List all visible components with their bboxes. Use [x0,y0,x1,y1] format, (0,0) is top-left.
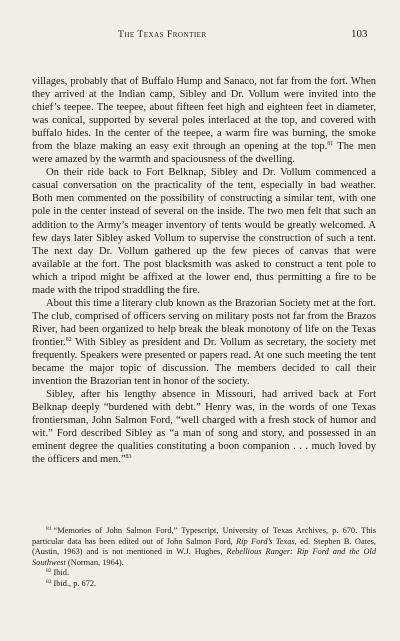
footnote-81-text-a: “Memories of John Salmon Ford,” Typescript, University of Texas Archives, p. 670. This particular data has been edited out of John Salmon Ford, [32,526,376,546]
footnote-ref-81: 81 [327,141,334,148]
footnote-81-text-b: , ed. Stephen B. Oates, (Austin, 1963) and is not mentioned in W.J. Hughes, [32,536,377,557]
footnote-82-text: Ibid. [53,568,70,578]
footnote-81-marker: 81 [46,526,52,532]
footnote-83 [32,579,376,590]
footnote-82 [32,568,376,579]
footnote-81-title-a: Rip Ford’s Texas [236,536,295,546]
paragraph-4 [32,388,376,466]
paragraph-1 [32,75,376,166]
paragraph-1-text-a: villages, probably that of Buffalo Hump and Sanaco, not far from the fort. When they arrived at the Indian camp, Sibley and Dr. Vollum were invited into the chief’s teepee. The teepee, about fifteen feet high and eighteen feet in diameter, was conical, supported by several poles interlaced at the top, and covered with buffalo hides. In the center of the teepee, a warm fire was burning, the smoke from the blaze making an easy exit through an opening at the top. [32,76,376,153]
footnote-81-text-c: (Norman, 1964). [65,557,124,567]
paragraph-3-text-b: With Sibley as president and Dr. Vollum as secretary, the society met frequently. Speakers were presented or papers read. At one such meeting the tent became the major topic of discussion. The members decided to call their invention the Brazorian tent in honor of the society. [32,336,376,388]
footnotes [32,526,376,590]
paragraph-3-text-a: About this time a literary club known as the Brazorian Society met at the fort. The club, comprised of officers serving on military posts not far from the Brazos River, had been organized to help break the bleak monotony of life on the Texas frontier. [32,297,376,348]
footnote-81-title-b: Rebellious Ranger: Rip Ford and the Old Southwest [32,547,376,567]
footnote-ref-82: 82 [65,336,72,343]
running-head: The Texas Frontier [118,29,207,40]
footnote-81 [32,526,376,568]
paragraph-1-text-b: The men were amazed by the warmth and spaciousness of the dwelling. [32,141,377,166]
footnote-83-marker: 83 [46,578,52,585]
footnote-ref-83: 83 [125,454,132,461]
footnote-82-marker: 82 [46,568,52,575]
page-number: 103 [351,28,368,40]
footnote-83-text: Ibid., p. 672. [53,578,97,588]
paragraph-4-text: Sibley, after his lengthy absence in Missouri, had arrived back at Fort Belknap deeply “burdened with debt.” Henry was, in the words of one Texas frontiersman, John Salmon Ford, “well charged with a fresh stock of humor and wit.” Ford described Sibley as “a man of song and story, and possessed in an eminent degree the qualities constituting a boon companion . . . much loved by the officers and men.” [32,389,376,466]
paragraph-2: On their ride back to Fort Belknap, Sibley and Dr. Vollum commenced a casual conversation on the practicality of the tent, especially in bad weather. Both men commented on the possibility of constructing a similar tent, with one pole in the center instead of several on the inside. The two men felt that such an addition to the Army’s meager inventory of tents would be greatly welcomed. A few days later Sibley asked Vollum to supervise the construction of such a tent. The next day Dr. Vollum gathered up the few pieces of canvas that were available at the fort. The post blacksmith was asked to construct a tent pole to which a tripod might be affixed at the lower end, thus permitting a fire to be made with the tripod straddling the fire. [32,167,376,296]
paragraph-3 [32,297,376,388]
body-text [32,75,376,466]
